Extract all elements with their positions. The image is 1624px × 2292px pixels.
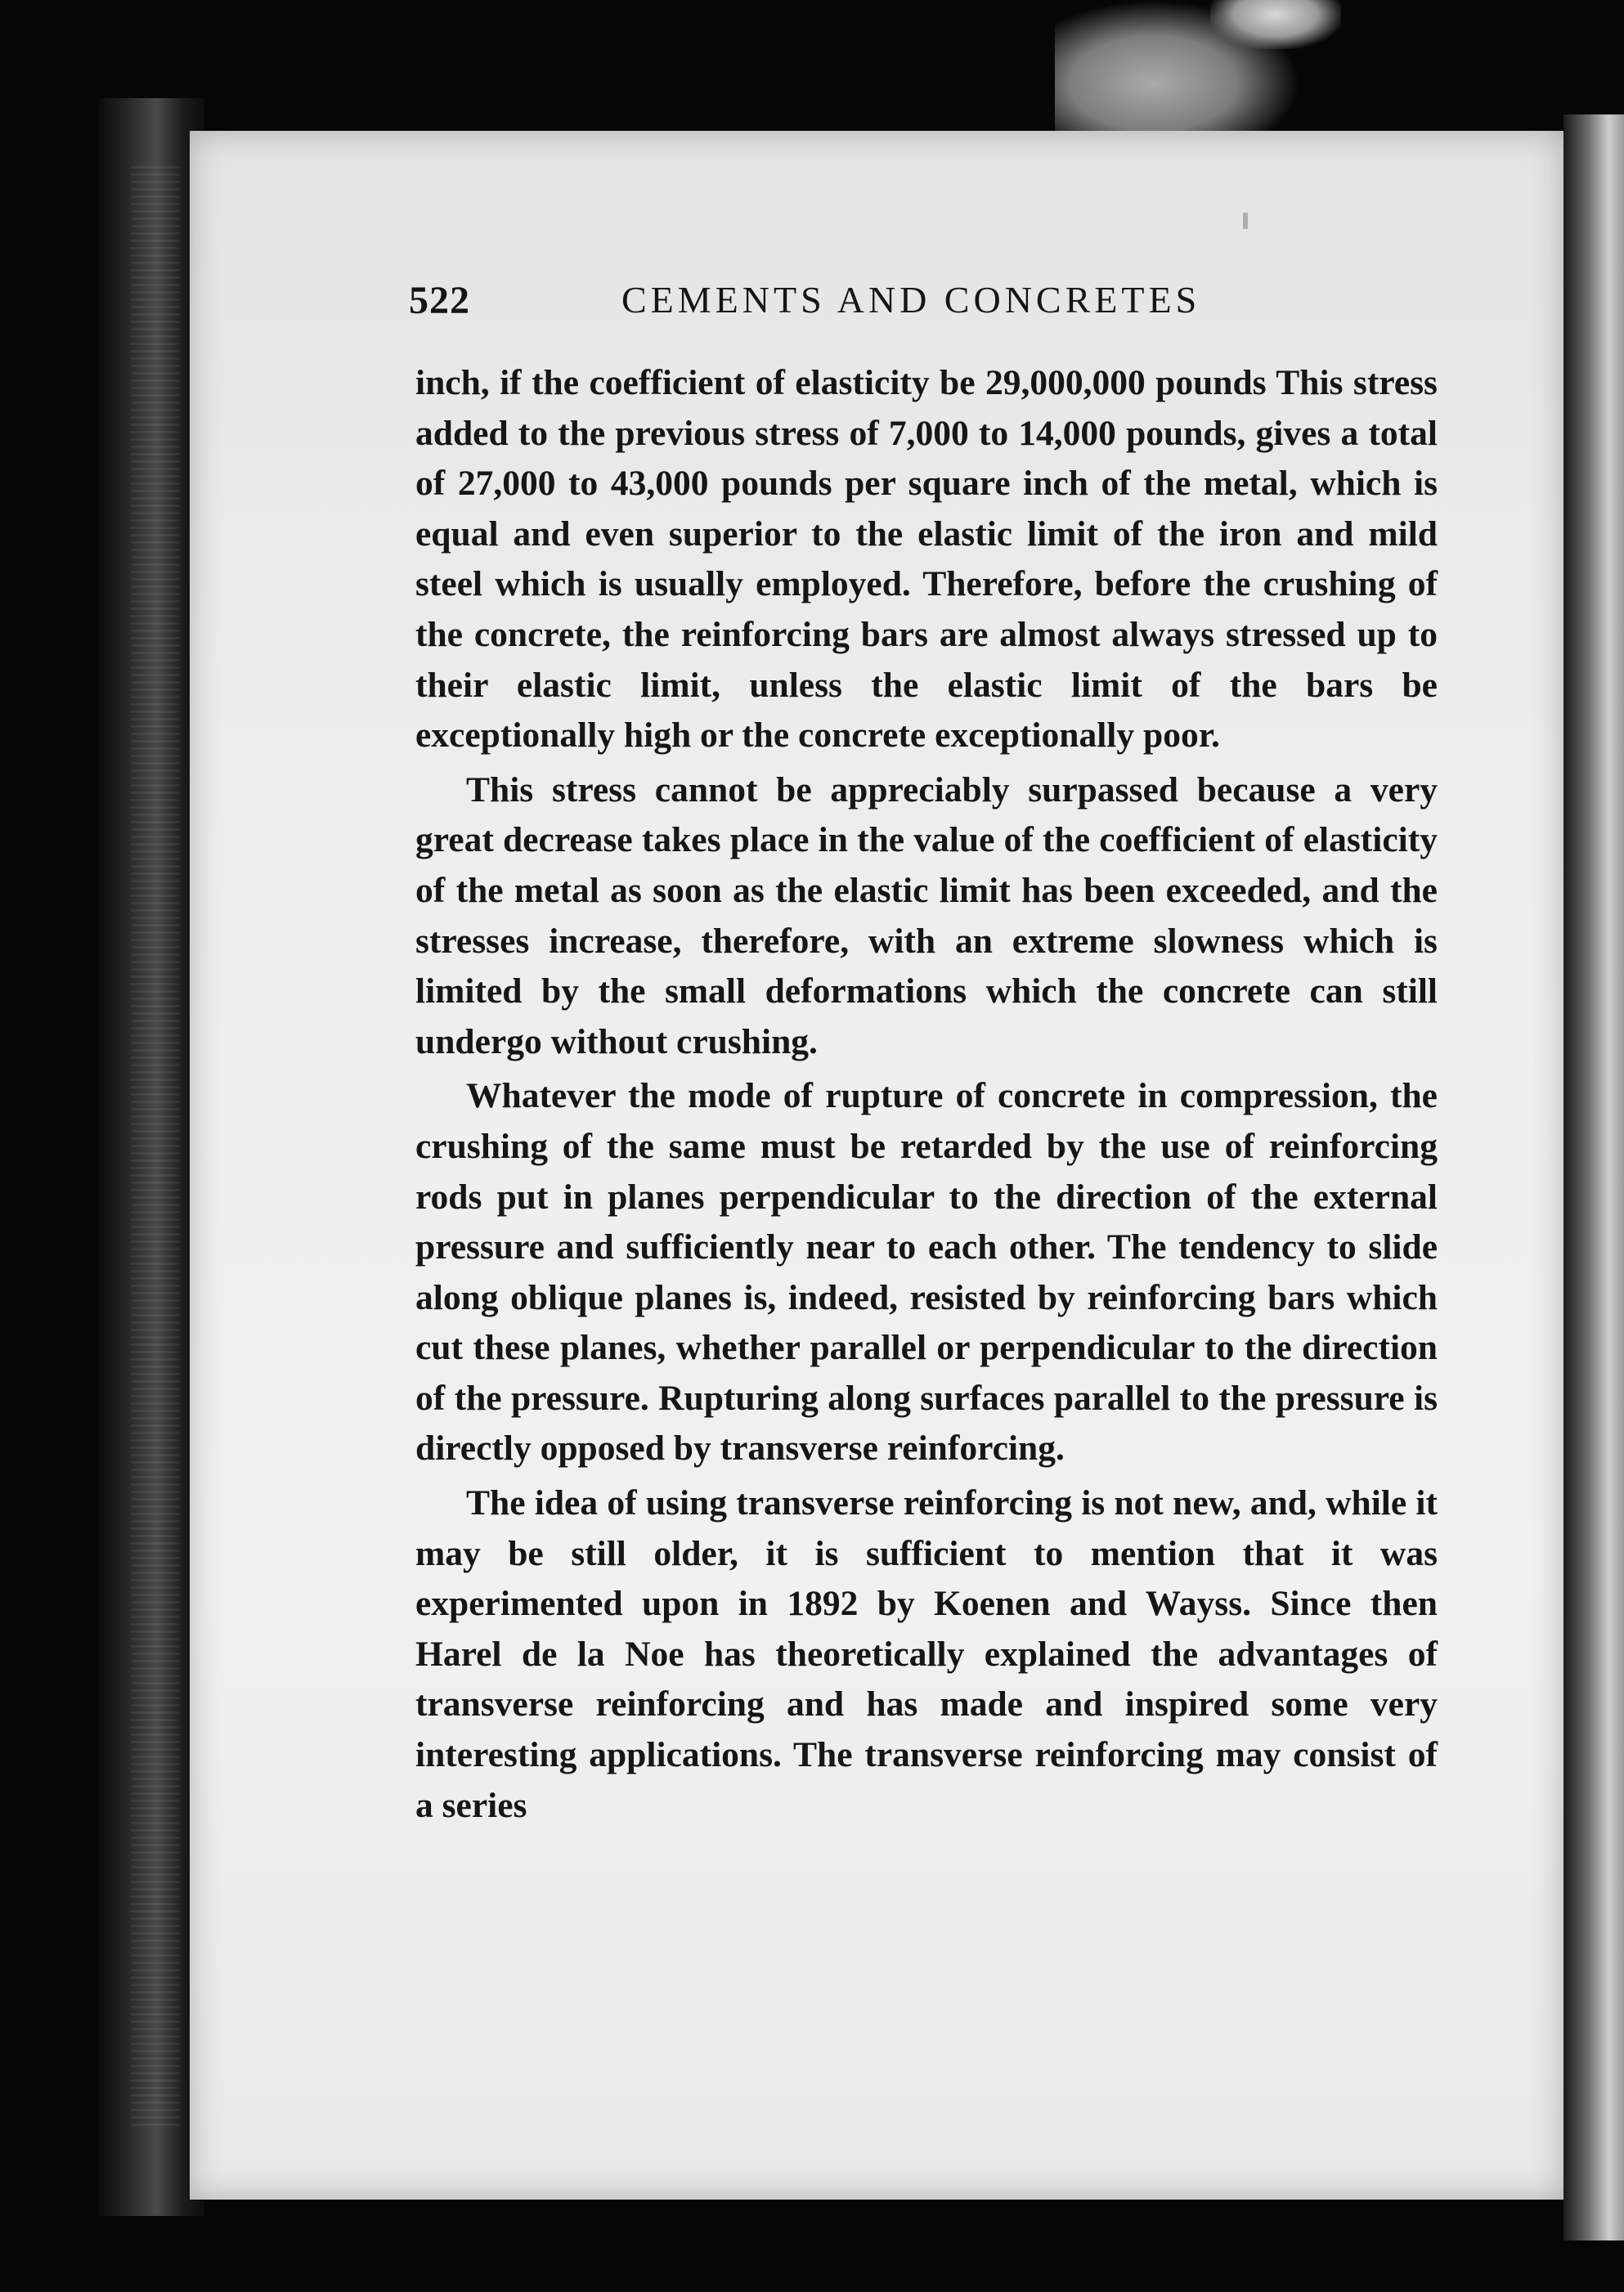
page-header <box>219 278 1438 343</box>
page-number: 522 <box>409 279 470 322</box>
paragraph: inch, if the coefficient of elasticity be 29,000,000 pounds This stress added to the previous stress of 7,000 to 14,000 pounds, gives a total of 27,000 to 43,000 pounds per square inch of the metal, which is equal and even superior to the elastic limit of the iron and mild steel which is usually employed. Therefore, before the crushing of the concrete, the reinforcing bars are almost always stressed up to their elastic limit, unless the elastic limit of the bars be exceptionally high or the concrete exceptionally poor. <box>415 363 1438 756</box>
facing-page-edge <box>1563 114 1624 2240</box>
paragraph: This stress cannot be appreciably surpassed because a very great decrease takes place in the value of the coefficient of elasticity of the metal as soon as the elastic limit has been exceeded, and the stresses increase, therefore, with an extreme slowness which is limited by the small deformations which the concrete can still undergo without crushing. <box>415 769 1438 1061</box>
page-mark <box>1243 213 1248 229</box>
paragraph: Whatever the mode of rupture of concrete in compression, the crushing of the same must be retarded by the use of reinforcing rods put in planes perpendicular to the direction of the external pressure and sufficiently near to each other. The tendency to slide along oblique planes is, indeed, resisted by reinforcing bars which cut these planes, whether parallel or perpendicular to the direction of the pressure. Rupturing along surfaces parallel to the pressure is directly opposed by transverse reinforcing. <box>415 1076 1438 1469</box>
running-head: CEMENTS AND CONCRETES <box>621 279 1201 321</box>
paragraph: The idea of using transverse reinforcing is not new, and, while it may be still older, it is sufficient to mention that it was experimented upon in 1892 by Koenen and Wayss. Since then Harel de la Noe has theoretically explained the advantages of transverse reinforcing and has made and inspired some very interesting applications. The transverse reinforcing may consist of a series <box>415 1483 1438 1825</box>
body-text <box>415 358 1438 1835</box>
spine-texture <box>131 164 180 2126</box>
torn-paper-fragment-small <box>1210 0 1341 49</box>
